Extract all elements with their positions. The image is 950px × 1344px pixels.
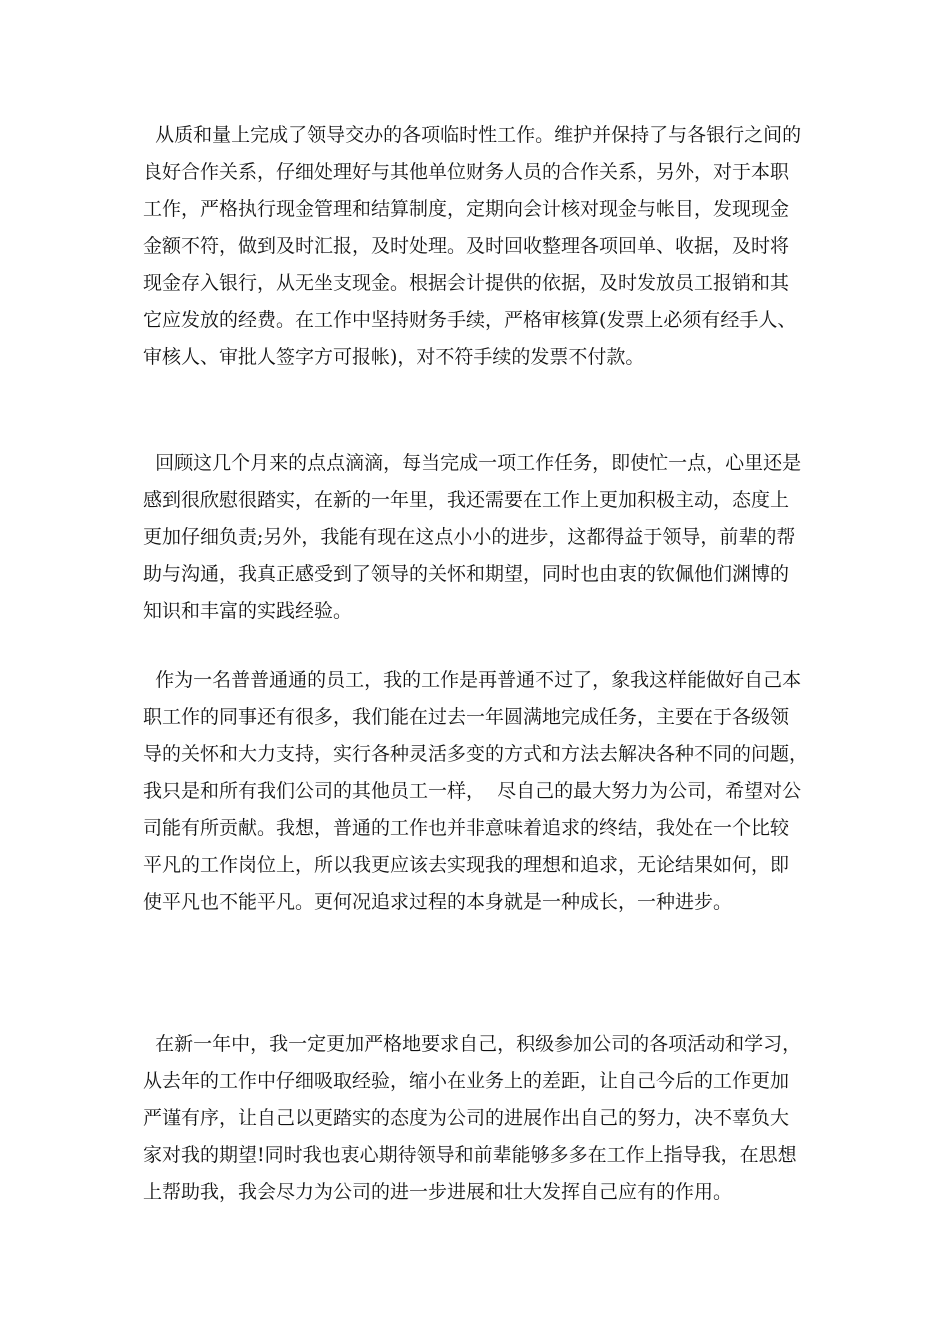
text-line: 它应发放的经费。在工作中坚持财务手续，严格审核算(发票上必须有经手人、 [143, 309, 797, 331]
text-line: 作为一名普普通通的员工，我的工作是再普通不过了，象我这样能做好自己本 [143, 669, 802, 691]
text-line: 从质和量上完成了领导交办的各项临时性工作。维护并保持了与各银行之间的 [143, 124, 802, 146]
text-line: 良好合作关系，仔细处理好与其他单位财务人员的合作关系，另外，对于本职 [143, 161, 790, 183]
text-line: 我只是和所有我们公司的其他员工一样， 尽自己的最大努力为公司，希望对公 [143, 780, 802, 802]
text-line: 更加仔细负责;另外，我能有现在这点小小的进步，这都得益于领导，前辈的帮 [143, 526, 796, 548]
text-line: 司能有所贡献。我想，普通的工作也并非意味着追求的终结，我处在一个比较 [143, 817, 790, 839]
text-line: 现金存入银行，从无坐支现金。根据会计提供的依据，及时发放员工报销和其 [143, 272, 790, 294]
text-line: 在新一年中，我一定更加严格地要求自己，积级参加公司的各项活动和学习， [143, 1033, 802, 1055]
text-line: 使平凡也不能平凡。更何况追求过程的本身就是一种成长，一种进步。 [143, 891, 733, 913]
paragraph-2 [143, 445, 808, 630]
paragraph-3 [143, 662, 808, 921]
text-line: 导的关怀和大力支持，实行各种灵活多变的方式和方法去解决各种不同的问题， [143, 743, 809, 765]
text-line: 知识和丰富的实践经验。 [143, 600, 353, 622]
text-line: 严谨有序，让自己以更踏实的态度为公司的进展作出自己的努力，决不辜负大 [143, 1107, 790, 1129]
text-line: 工作，严格执行现金管理和结算制度，定期向会计核对现金与帐目，发现现金 [143, 198, 790, 220]
text-line: 回顾这几个月来的点点滴滴，每当完成一项工作任务，即使忙一点，心里还是 [143, 452, 802, 474]
text-line: 助与沟通，我真正感受到了领导的关怀和期望，同时也由衷的钦佩他们渊博的 [143, 563, 790, 585]
paragraph-4 [143, 1026, 808, 1211]
text-line: 上帮助我，我会尽力为公司的进一步进展和壮大发挥自己应有的作用。 [143, 1181, 733, 1203]
text-line: 家对我的期望!同时我也衷心期待领导和前辈能够多多在工作上指导我，在思想 [143, 1144, 797, 1166]
text-line: 从去年的工作中仔细吸取经验，缩小在业务上的差距，让自己今后的工作更加 [143, 1070, 790, 1092]
text-line: 感到很欣慰很踏实，在新的一年里，我还需要在工作上更加积极主动，态度上 [143, 489, 790, 511]
text-line: 审核人、审批人签字方可报帐)，对不符手续的发票不付款。 [143, 346, 645, 368]
paragraph-1 [143, 117, 808, 376]
text-line: 金额不符，做到及时汇报，及时处理。及时回收整理各项回单、收据，及时将 [143, 235, 790, 257]
text-line: 职工作的同事还有很多，我们能在过去一年圆满地完成任务，主要在于各级领 [143, 706, 790, 728]
text-line: 平凡的工作岗位上，所以我更应该去实现我的理想和追求，无论结果如何，即 [143, 854, 790, 876]
